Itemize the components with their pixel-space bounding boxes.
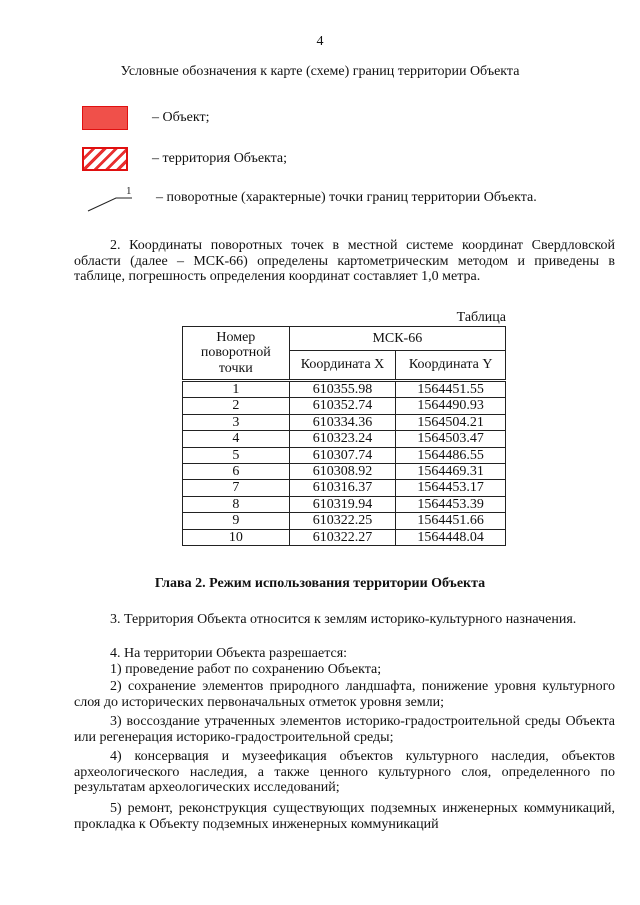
legend-item-label: – поворотные (характерные) точки границ территории Объекта.: [156, 190, 537, 205]
header-point-number: Номер поворотной точки: [183, 327, 290, 381]
table-row: [183, 480, 506, 496]
list-item: 1) проведение работ по сохранению Объекта;: [110, 662, 382, 677]
territory-symbol: [82, 147, 128, 171]
cell-coordinate-x: 610352.74: [289, 398, 396, 414]
table-row: [183, 431, 506, 447]
list-item: 5) ремонт, реконструкция существующих подземных инженерных коммуникаций, прокладка к Объекту подземных инженерных коммуникаций: [74, 801, 615, 832]
cell-point-number: 6: [183, 464, 290, 480]
table-row: [183, 447, 506, 463]
cell-point-number: 10: [183, 529, 290, 545]
cell-coordinate-x: 610334.36: [289, 414, 396, 430]
cell-coordinate-y: 1564451.66: [396, 513, 506, 529]
cell-point-number: 8: [183, 496, 290, 512]
paragraph-3: 3. Территория Объекта относится к землям историко-культурного назначения.: [110, 612, 577, 627]
cell-coordinate-x: 610316.37: [289, 480, 396, 496]
table-row: [183, 513, 506, 529]
cell-point-number: 3: [183, 414, 290, 430]
cell-coordinate-x: 610308.92: [289, 464, 396, 480]
cell-coordinate-y: 1564503.47: [396, 431, 506, 447]
list-item: 2) сохранение элементов природного ландшафта, понижение уровня культурного слоя до исторических первоначальных отметок уровня земли;: [74, 679, 615, 710]
turning-point-symbol: [86, 183, 132, 213]
cell-coordinate-y: 1564448.04: [396, 529, 506, 545]
legend-title: Условные обозначения к карте (схеме) границ территории Объекта: [120, 64, 520, 79]
header-coordinate-x: Координата X: [289, 350, 396, 380]
cell-point-number: 5: [183, 447, 290, 463]
cell-point-number: 1: [183, 381, 290, 398]
cell-coordinate-x: 610307.74: [289, 447, 396, 463]
cell-coordinate-y: 1564490.93: [396, 398, 506, 414]
coordinates-table: [182, 326, 506, 546]
header-coordinate-y: Координата Y: [396, 350, 506, 380]
legend-item-object: [82, 106, 209, 130]
chapter-title: Глава 2. Режим использования территории Объекта: [154, 576, 486, 591]
table-row: [183, 381, 506, 398]
cell-coordinate-y: 1564469.31: [396, 464, 506, 480]
cell-coordinate-x: 610323.24: [289, 431, 396, 447]
page-number: 4: [316, 34, 324, 49]
cell-coordinate-x: 610322.27: [289, 529, 396, 545]
cell-coordinate-x: 610355.98: [289, 381, 396, 398]
object-symbol: [82, 106, 128, 130]
table-caption: Таблица: [456, 310, 506, 325]
table-row: [183, 464, 506, 480]
cell-coordinate-y: 1564453.39: [396, 496, 506, 512]
cell-point-number: 9: [183, 513, 290, 529]
cell-point-number: 2: [183, 398, 290, 414]
cell-point-number: 4: [183, 431, 290, 447]
legend-item-territory: [82, 147, 287, 171]
cell-point-number: 7: [183, 480, 290, 496]
table-row: [183, 398, 506, 414]
legend-item-turning-point: [86, 182, 537, 214]
list-item: 3) воссоздание утраченных элементов историко-градостроительной среды Объекта или регенерация историко-градостроительной среды;: [74, 714, 615, 745]
paragraph-2: 2. Координаты поворотных точек в местной системе координат Свердловской области (далее – МСК-66) определены картометрическим методом и приведены в таблице, погрешность определения координат составляет 1,0 метра.: [74, 238, 615, 285]
list-item: 4) консервация и музеефикация объектов культурного наследия, объектов археологического наследия, а также ценного культурного слоя, определенного по результатам археологических исследований;: [74, 749, 615, 796]
point-label: 1: [126, 185, 132, 197]
cell-coordinate-y: 1564451.55: [396, 381, 506, 398]
cell-coordinate-x: 610322.25: [289, 513, 396, 529]
table-row: [183, 529, 506, 545]
cell-coordinate-y: 1564453.17: [396, 480, 506, 496]
header-coordinate-system: МСК-66: [289, 327, 505, 351]
paragraph-4: 4. На территории Объекта разрешается:: [110, 646, 348, 661]
cell-coordinate-x: 610319.94: [289, 496, 396, 512]
cell-coordinate-y: 1564504.21: [396, 414, 506, 430]
page-bottom-edge: [72, 876, 613, 877]
legend-item-label: – Объект;: [152, 110, 210, 125]
cell-coordinate-y: 1564486.55: [396, 447, 506, 463]
legend-item-label: – территория Объекта;: [152, 151, 288, 166]
table-row: [183, 496, 506, 512]
table-row: [183, 414, 506, 430]
